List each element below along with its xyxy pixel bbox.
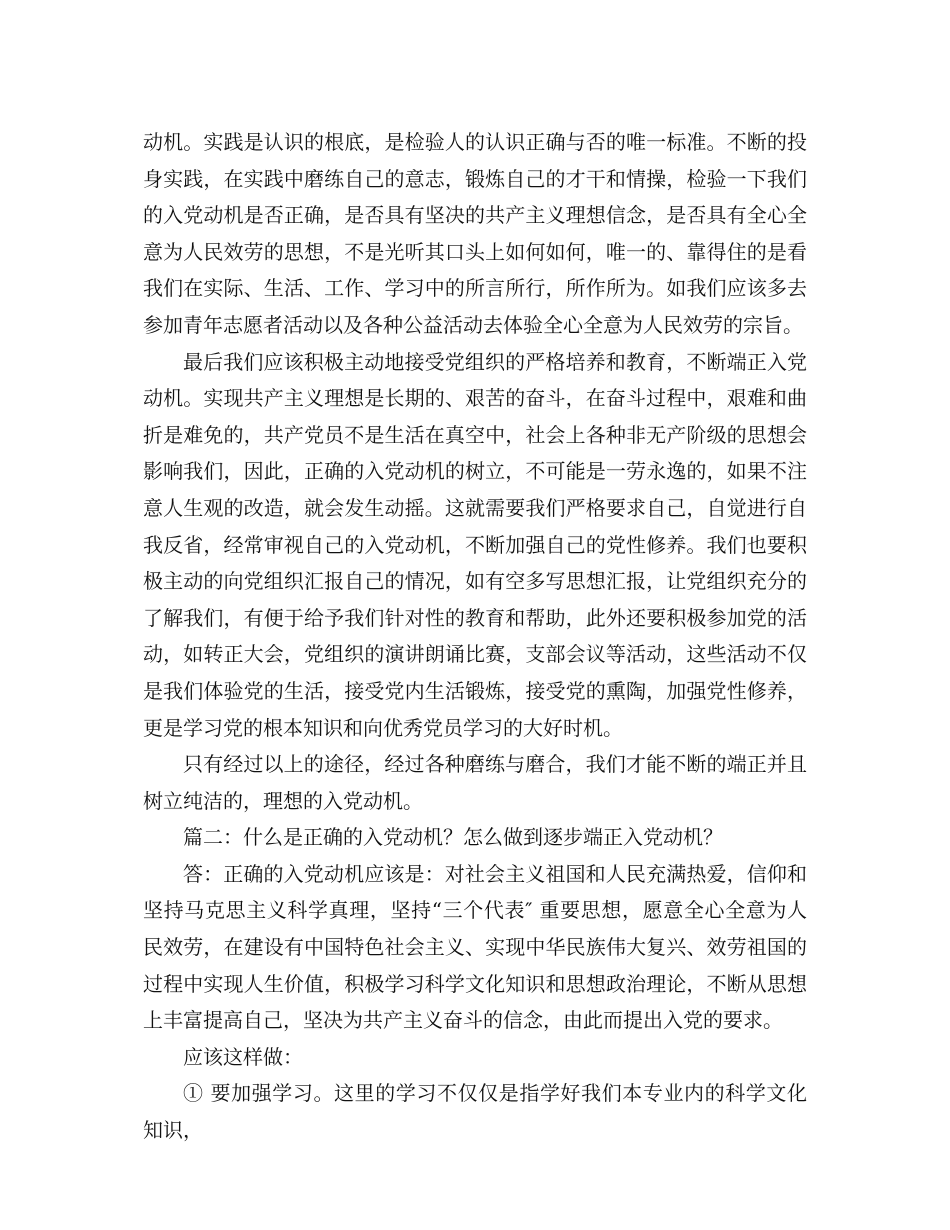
paragraph-how-to: 应该这样做： [183,1044,303,1069]
paragraph-party-training: 最后我们应该积极主动地接受党组织的严格培养和教育，不断端正入党动机。实现共产主义理想是长期的、艰苦的奋斗，在奋斗过程中，艰难和曲折是难免的，共产党员不是生活在真空中，社会上各种非无产阶级的思想会影响我们，因此，正确的入党动机的树立，不可能是一劳永逸的，如果不注意人生观的改造，就会发生动摇。这就需要我们严格要求自己，自觉进行自我反省，经常审视自己的入党动机，不断加强自己的党性修养。我们也要积极主动的向党组织汇报自己的情况，如有空多写思想汇报，让党组织充分的了解我们，有便于给予我们针对性的教育和帮助，此外还要积极参加党的活动，如转正大会，党组织的演讲朗诵比赛，支部会议等活动，这些活动不仅是我们体验党的生活，接受党内生活锻炼，接受党的熏陶，加强党性修养，更是学习党的根本知识和向优秀党员学习的大好时机。 [143,349,807,740]
section-heading-part-two: 篇二：什么是正确的入党动机？怎么做到逐步端正入党动机？ [183,825,723,850]
paragraph-conclusion: 只有经过以上的途径，经过各种磨练与磨合，我们才能不断的端正并且树立纯洁的，理想的入党动机。 [143,752,807,813]
paragraph-answer: 答：正确的入党动机应该是：对社会主义祖国和人民充满热爱，信仰和坚持马克思主义科学真理，坚持“三个代表″ 重要思想，愿意全心全意为人民效劳，在建设有中国特色社会主义、实现中华民族伟大复兴、效劳祖国的过程中实现人生价值，积极学习科学文化知识和思想政治理论，不断从思想上丰富提高自己，坚决为共产主义奋斗的信念，由此而提出入党的要求。 [143,861,807,1033]
document-body [143,124,807,1149]
list-item-strengthen-study: ① 要加强学习。这里的学习不仅仅是指学好我们本专业内的科学文化知识， [143,1081,807,1143]
paragraph-continuation: 动机。实践是认识的根底，是检验人的认识正确与否的唯一标准。不断的投身实践，在实践中磨练自己的意志，锻炼自己的才干和情操，检验一下我们的入党动机是否正确，是否具有坚决的共产主义理想信念，是否具有全心全意为人民效劳的思想，不是光听其口头上如何如何，唯一的、靠得住的是看我们在实际、生活、工作、学习中的所言所行，所作所为。如我们应该多去参加青年志愿者活动以及各种公益活动去体验全心全意为人民效劳的宗旨。 [143,130,807,337]
